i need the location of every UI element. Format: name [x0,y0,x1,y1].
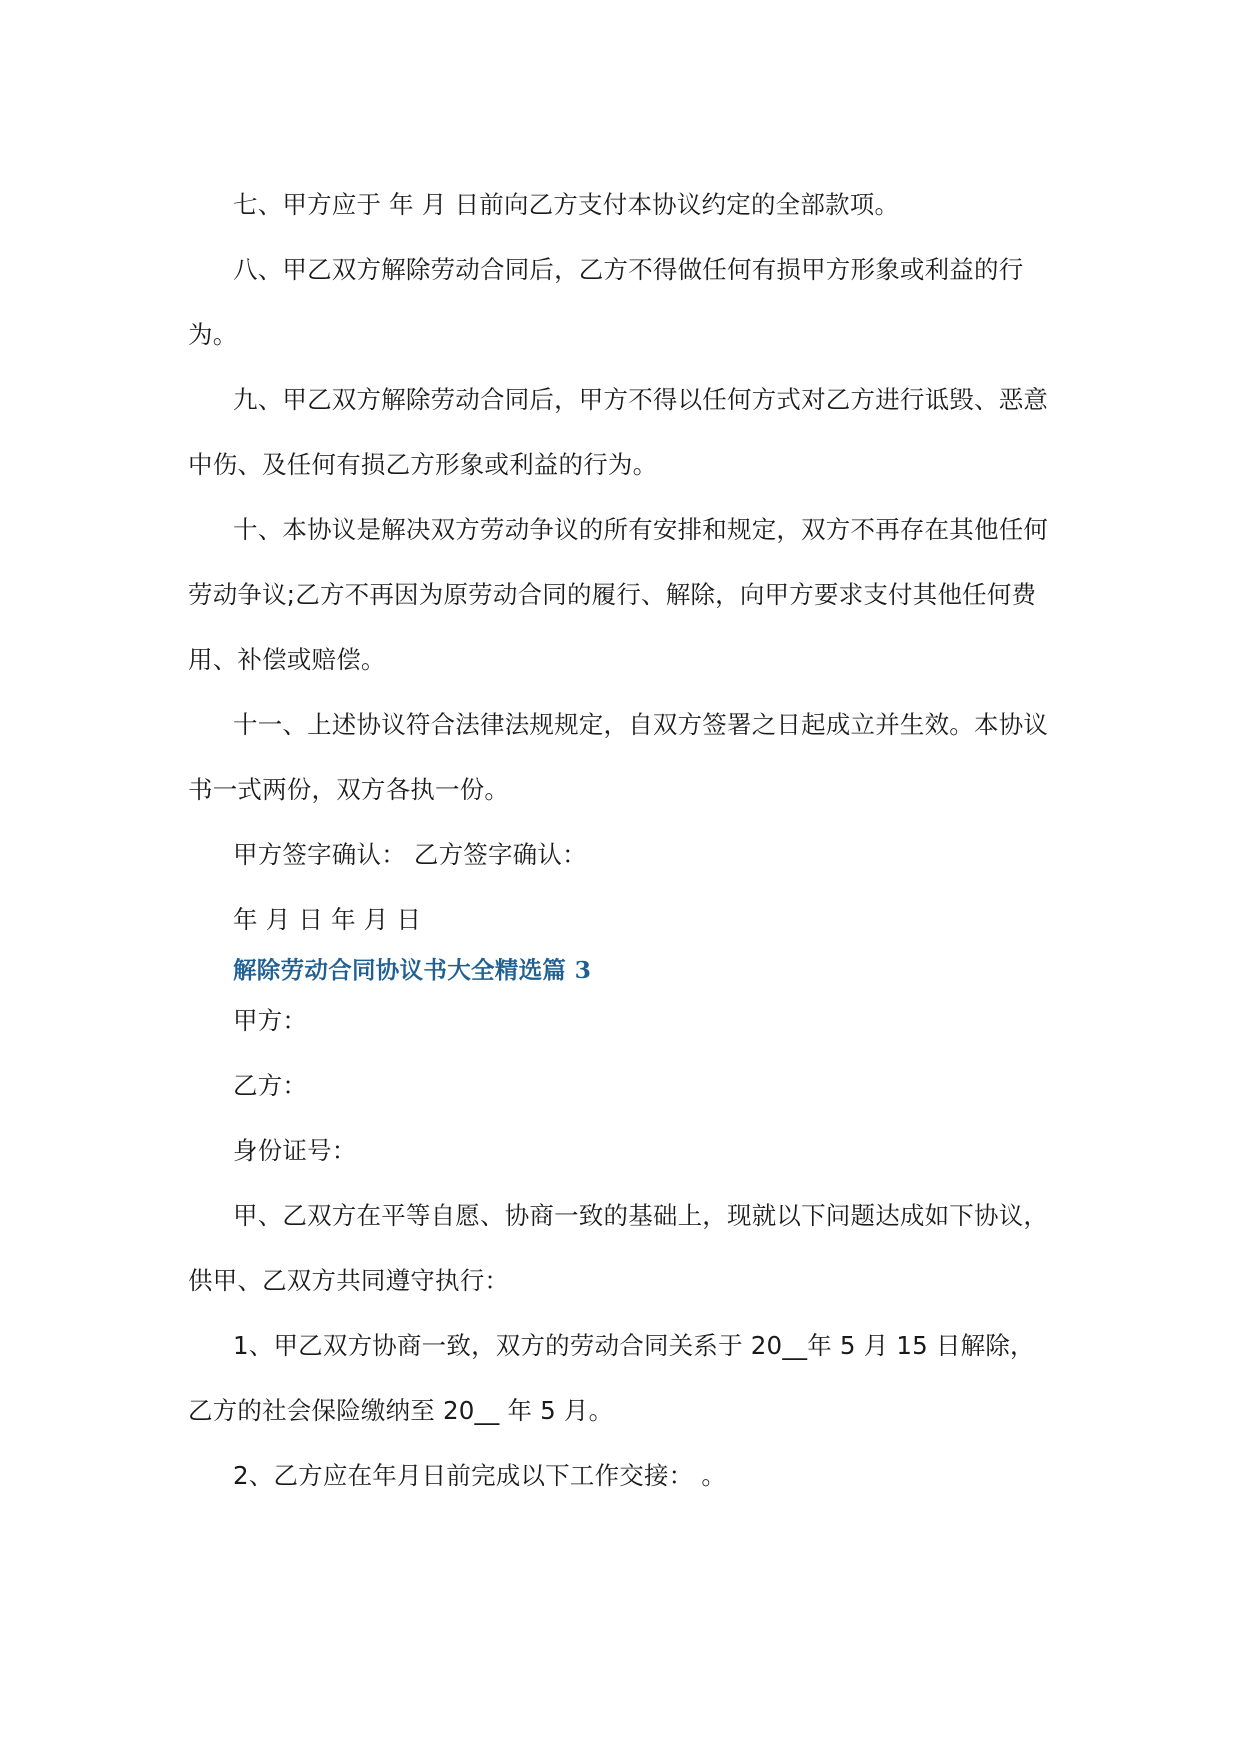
party-a-field: 甲方： [233,1006,308,1035]
agreement-preamble: 甲、乙双方在平等自愿、协商一致的基础上，现就以下问题达成如下协议，供甲、乙双方共同遵守执行： [188,1201,1049,1295]
clause-8: 八、甲乙双方解除劳动合同后，乙方不得做任何有损甲方形象或利益的行为。 [188,255,1024,349]
clause-9: 九、甲乙双方解除劳动合同后，甲方不得以任何方式对乙方进行诋毁、恶意中伤、及任何有损乙方形象或利益的行为。 [188,385,1049,479]
id-number-field: 身份证号： [233,1136,357,1165]
document-body [188,172,1058,1508]
signature-confirmation: 甲方签字确认： 乙方签字确认： [233,840,587,869]
party-b-field: 乙方： [233,1071,308,1100]
clause-7: 七、甲方应于 年 月 日前向乙方支付本协议约定的全部款项。 [233,190,900,219]
section-heading: 解除劳动合同协议书大全精选篇 3 [233,956,592,984]
clause-1: 1、甲乙双方协商一致，双方的劳动合同关系于 20__年 5 月 15 日解除，乙方的社会保险缴纳至 20__ 年 5 月。 [188,1331,1035,1425]
clause-11: 十一、上述协议符合法律法规规定，自双方签署之日起成立并生效。本协议书一式两份，双方各执一份。 [188,710,1049,804]
clause-2: 2、乙方应在年月日前完成以下工作交接： 。 [233,1461,727,1490]
clause-10: 十、本协议是解决双方劳动争议的所有安排和规定，双方不再存在其他任何劳动争议;乙方不再因为原劳动合同的履行、解除，向甲方要求支付其他任何费用、补偿或赔偿。 [188,515,1049,674]
signature-dates: 年 月 日 年 月 日 [233,905,422,934]
